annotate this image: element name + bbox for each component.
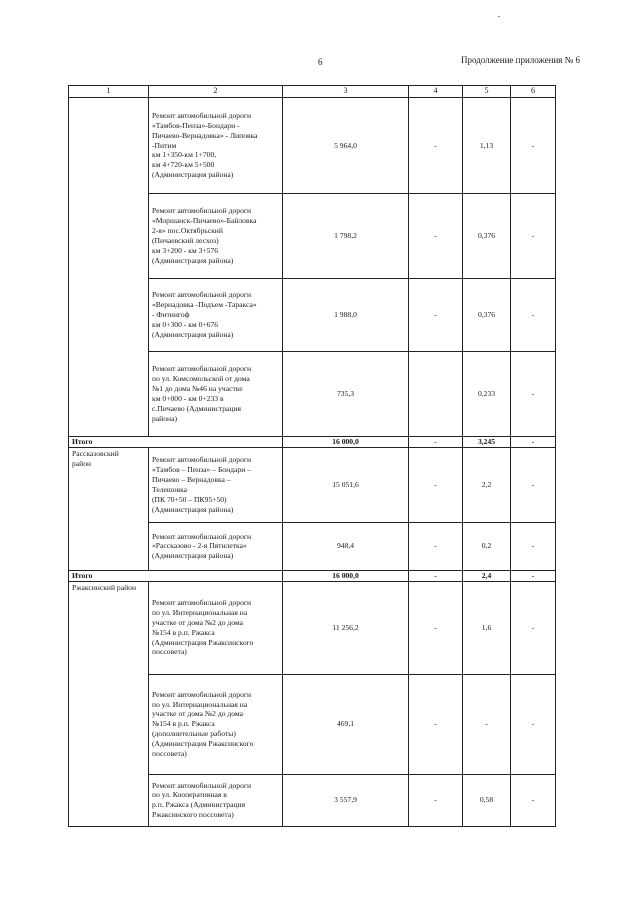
- roads-table: [68, 85, 556, 827]
- total-row: [69, 437, 556, 448]
- length-value: 1,6: [463, 581, 511, 674]
- col4-value: -: [409, 522, 463, 570]
- header-row: [69, 86, 556, 98]
- total-cost: 16 000,0: [283, 570, 409, 581]
- col6-value: -: [511, 194, 556, 279]
- cost-value: 469,1: [283, 674, 409, 774]
- total-col4: -: [409, 570, 463, 581]
- col6-value: -: [511, 98, 556, 194]
- continuation-label: Продолжение приложения № 6: [460, 55, 580, 65]
- cost-value: 5 964,0: [283, 98, 409, 194]
- total-col6: -: [511, 437, 556, 448]
- cost-value: 1 988,0: [283, 279, 409, 352]
- road-description: Ремонт автомобильной дороги по ул. Комсомольской от дома №1 до дома №46 на участке км 0+000 - км 0+233 в с.Пичаево (Администрация района): [152, 364, 252, 423]
- col4-value: -: [409, 194, 463, 279]
- cost-value: 948,4: [283, 522, 409, 570]
- table-row: [69, 98, 556, 194]
- road-description: Ремонт автомобильной дороги «Тамбов – Пенза» – Бондари – Пичаево – Вернадовка – Телешовка (ПК 70+50 – ПК95+50) (Администрация района): [152, 455, 252, 514]
- table-row: [69, 581, 556, 674]
- road-description: Ремонт автомобильной дороги по ул. Интернациональная на участке от дома №2 до дома №154 в р.п. Ржакса (дополнительные работы) (Администрация Ржаксинского поссовета): [152, 689, 254, 758]
- col6-value: -: [511, 352, 556, 437]
- district-cell: [69, 98, 149, 437]
- scan-speck: [498, 16, 500, 17]
- total-label: Итого: [69, 437, 283, 448]
- length-value: 2,2: [463, 447, 511, 522]
- road-description: Ремонт автомобильной дороги «Тамбов-Пенза»-Бондари - Пичаево-Вернадовка» - Липовка -Питим км 1+350-км 1+700, км 4+720-км 5+500 (Администрация района): [152, 110, 258, 180]
- col-header: 6: [511, 86, 556, 98]
- length-value: 0,233: [463, 352, 511, 437]
- total-length: 2,4: [463, 570, 511, 581]
- total-length: 3,245: [463, 437, 511, 448]
- cost-value: 15 051,6: [283, 447, 409, 522]
- col6-value: -: [511, 279, 556, 352]
- length-value: 0,376: [463, 279, 511, 352]
- cost-value: 735,3: [283, 352, 409, 437]
- col6-value: -: [511, 774, 556, 826]
- road-description: Ремонт автомобильной дороги «Рассказово - 2-я Пятилетка» (Администрация района): [152, 531, 252, 561]
- cost-value: 3 557,9: [283, 774, 409, 826]
- col4-value: -: [409, 774, 463, 826]
- col4-value: -: [409, 581, 463, 674]
- col6-value: -: [511, 447, 556, 522]
- col6-value: -: [511, 522, 556, 570]
- total-col6: -: [511, 570, 556, 581]
- col4-value: -: [409, 279, 463, 352]
- total-col4: -: [409, 437, 463, 448]
- road-description: Ремонт автомобильной дороги по ул. Кооперативная в р.п. Ржакса (Администрация Ржаксинского поссовета): [152, 780, 252, 820]
- district-name: Рассказовский район: [72, 448, 119, 468]
- col6-value: -: [511, 674, 556, 774]
- length-value: 0,376: [463, 194, 511, 279]
- road-description: Ремонт автомобильной дороги по ул. Интернациональная на участке от дома №2 до дома №154 в р.п. Ржакса (Администрация Ржаксинского поссовета): [152, 598, 254, 657]
- table-row: [69, 447, 556, 522]
- col4-value: -: [409, 674, 463, 774]
- total-row: [69, 570, 556, 581]
- road-description: Ремонт автомобильной дороги «Моршанск-Пичаево»-Байловка 2-я» пос.Октябрьский (Пичаевский лесхоз) км 3+200 - км 3+576 (Администрация района): [152, 206, 257, 265]
- col6-value: -: [511, 581, 556, 674]
- col-header: 2: [149, 86, 283, 98]
- district-name: Ржаксинский район: [72, 582, 137, 592]
- col-header: 3: [283, 86, 409, 98]
- length-value: 0,58: [463, 774, 511, 826]
- road-description: Ремонт автомобильной дороги «Вернадовка -Подъем -Таракса» - Фитингоф км 0+300 - км 0+676 (Администрация района): [152, 290, 257, 339]
- col4-value: -: [409, 98, 463, 194]
- cost-value: 11 256,2: [283, 581, 409, 674]
- length-value: -: [463, 674, 511, 774]
- page-number: 6: [318, 57, 323, 67]
- col-header: 5: [463, 86, 511, 98]
- col-header: 1: [69, 86, 149, 98]
- col4-value: [409, 352, 463, 437]
- length-value: 0,2: [463, 522, 511, 570]
- col4-value: -: [409, 447, 463, 522]
- length-value: 1,13: [463, 98, 511, 194]
- total-label: Итого: [69, 570, 283, 581]
- col-header: 4: [409, 86, 463, 98]
- total-cost: 16 000,0: [283, 437, 409, 448]
- cost-value: 1 798,2: [283, 194, 409, 279]
